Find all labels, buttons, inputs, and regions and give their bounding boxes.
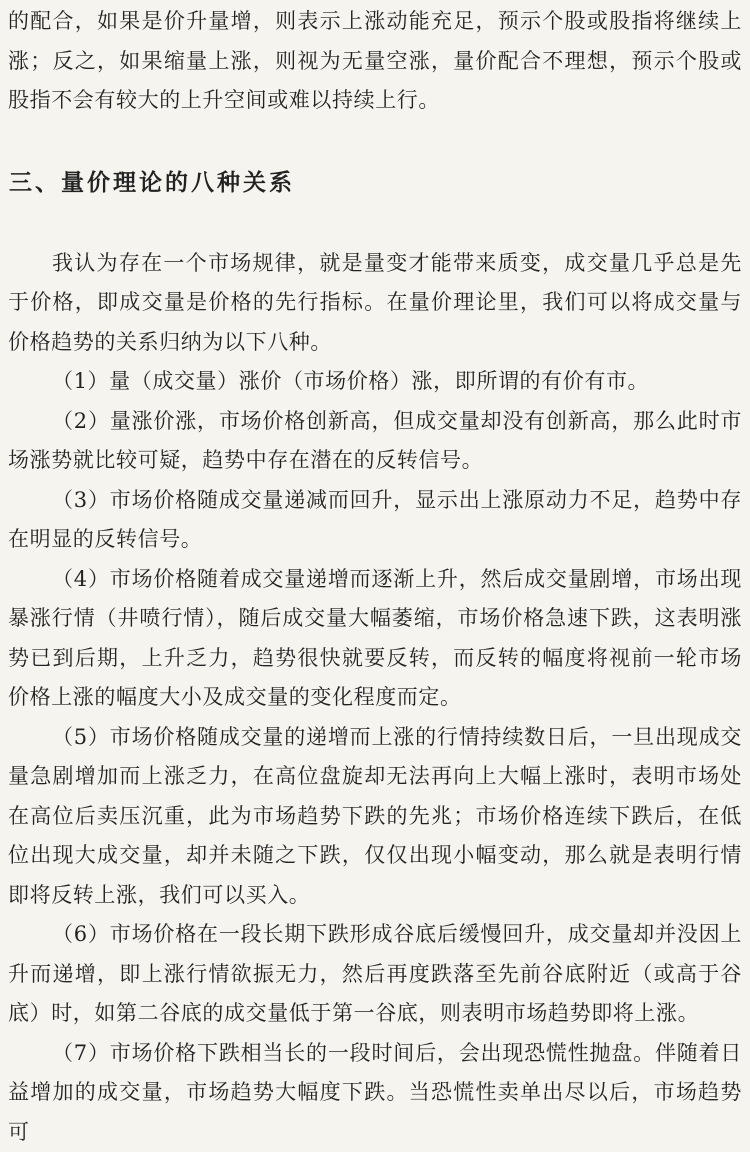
list-item: （7）市场价格下跌相当长的一段时间后，会出现恐慌性抛盘。伴随着日益增加的成交量，市场趋势大幅度下跌。当恐慌性卖单出尽以后，市场趋势可 (8, 1034, 742, 1152)
intro-paragraph: 的配合，如果是价升量增，则表示上涨动能充足，预示个股或股指将继续上涨；反之，如果缩量上涨，则视为无量空涨，量价配合不理想，预示个股或股指不会有较大的上升空间或难以持续上行。 (8, 0, 742, 121)
opening-paragraph: 我认为存在一个市场规律，就是量变才能带来质变，成交量几乎总是先于价格，即成交量是价格的先行指标。在量价理论里，我们可以将成交量与价格趋势的关系归纳为以下八种。 (8, 244, 742, 363)
list-item: （4）市场价格随着成交量递增而逐渐上升，然后成交量剧增，市场出现暴涨行情（井喷行情），随后成交量大幅萎缩，市场价格急速下跌，这表明涨势已到后期，上升乏力，趋势很快就要反转，而反转的幅度将视前一轮市场价格上涨的幅度大小及成交量的变化程度而定。 (8, 560, 742, 718)
list-item: （1）量（成交量）涨价（市场价格）涨，即所谓的有价有市。 (8, 362, 742, 402)
list-item: （5）市场价格随成交量的递增而上涨的行情持续数日后，一旦出现成交量急剧增加而上涨乏力，在高位盘旋却无法再向上大幅上涨时，表明市场处在高位后卖压沉重，此为市场趋势下跌的先兆；市场价格连续下跌后，在低位出现大成交量，却并未随之下跌，仅仅出现小幅变动，那么就是表明行情即将反转上涨，我们可以买入。 (8, 718, 742, 916)
list-item: （6）市场价格在一段长期下跌形成谷底后缓慢回升，成交量却并没因上升而递增，即上涨行情欲振无力，然后再度跌落至先前谷底附近（或高于谷底）时，如第二谷底的成交量低于第一谷底，则表明市场趋势即将上涨。 (8, 915, 742, 1034)
list-item: （3）市场价格随成交量递减而回升，显示出上涨原动力不足，趋势中存在明显的反转信号。 (8, 481, 742, 560)
section-heading: 三、量价理论的八种关系 (8, 168, 742, 198)
list-item: （2）量涨价涨，市场价格创新高，但成交量却没有创新高，那么此时市场涨势就比较可疑，趋势中存在潜在的反转信号。 (8, 402, 742, 481)
